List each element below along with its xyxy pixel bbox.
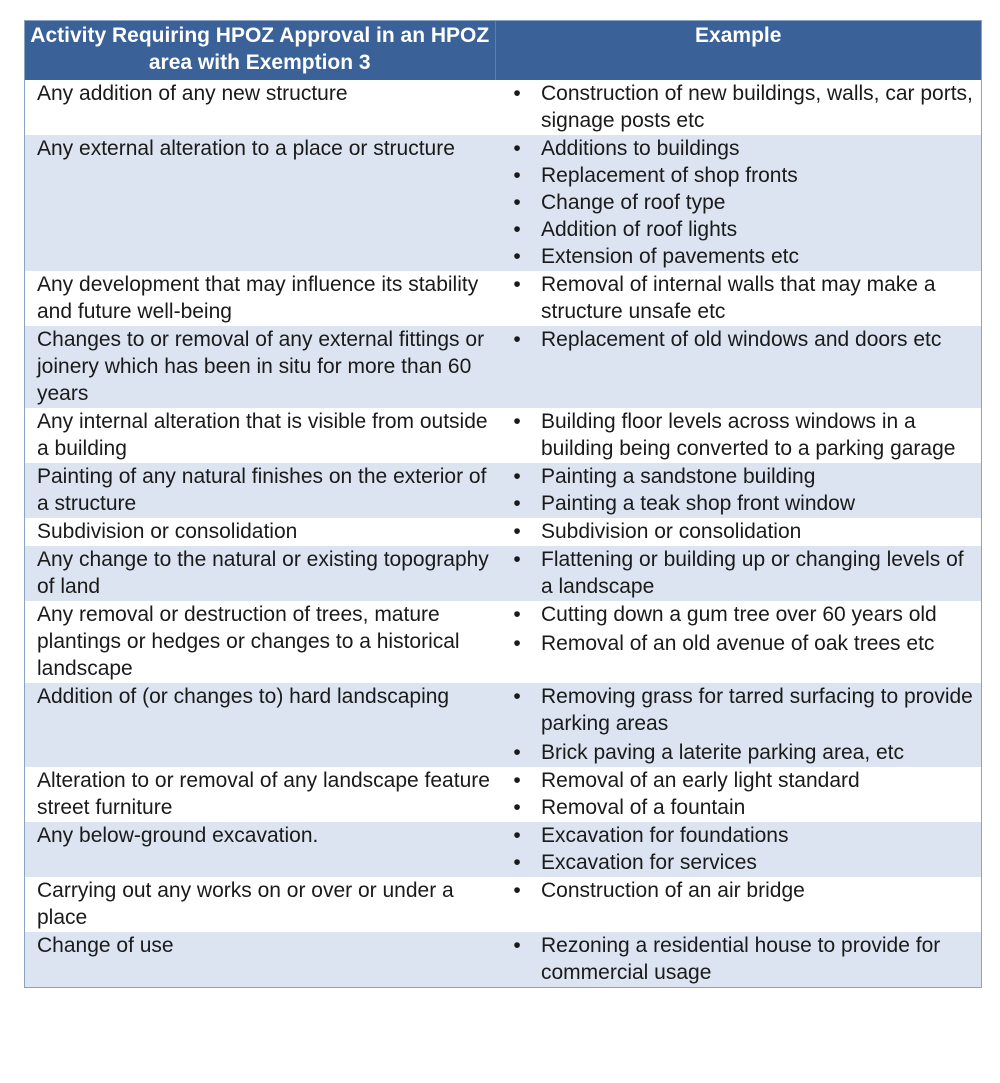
activity-cell: Subdivision or consolidation [25,518,495,546]
example-list [495,601,981,657]
example-text: Subdivision or consolidation [541,520,802,543]
example-text: Removal of an early light standard [541,769,860,792]
example-text: Additions to buildings [541,137,740,160]
activity-cell: Any development that may influence its stability and future well-being [25,271,495,326]
example-text: Painting a teak shop front window [541,492,856,515]
example-text: Construction of an air bridge [541,879,805,902]
activity-cell: Any internal alteration that is visible from outside a building [25,408,495,463]
example-item [495,135,981,162]
example-text: Removal of a fountain [541,796,746,819]
example-item [495,683,981,737]
example-list [495,932,981,986]
hpoz-table-container [24,20,982,988]
header-activity: Activity Requiring HPOZ Approval in an HPOZ area with Exemption 3 [25,21,495,80]
activity-cell: Any addition of any new structure [25,80,495,135]
table-row [25,326,981,408]
example-cell [495,932,981,987]
example-list [495,463,981,517]
activity-cell: Addition of (or changes to) hard landscaping [25,683,495,767]
bullet-icon: • [513,137,521,160]
example-text: Painting a sandstone building [541,465,816,488]
bullet-icon: • [513,164,521,187]
bullet-icon: • [513,603,521,626]
example-item [495,216,981,243]
example-cell [495,135,981,271]
table-body [25,80,981,987]
bullet-icon: • [513,492,521,515]
example-cell [495,408,981,463]
example-text: Construction of new buildings, walls, car ports, signage posts etc [541,82,973,132]
activity-cell: Painting of any natural finishes on the exterior of a structure [25,463,495,518]
activity-cell: Changes to or removal of any external fittings or joinery which has been in situ for more than 60 years [25,326,495,408]
example-cell [495,326,981,408]
example-cell [495,601,981,683]
activity-cell: Any external alteration to a place or structure [25,135,495,271]
example-item [495,271,981,325]
bullet-icon: • [513,769,521,792]
example-text: Removal of an old avenue of oak trees etc [541,632,935,655]
example-item [495,877,981,904]
example-cell [495,518,981,546]
bullet-icon: • [513,465,521,488]
example-text: Change of roof type [541,191,726,214]
example-text: Replacement of shop fronts [541,164,798,187]
example-text: Removal of internal walls that may make a structure unsafe etc [541,273,936,323]
activity-cell: Any below-ground excavation. [25,822,495,877]
table-row [25,408,981,463]
table-row [25,767,981,822]
bullet-icon: • [513,218,521,241]
example-text: Brick paving a laterite parking area, etc [541,741,905,764]
table-row [25,932,981,987]
bullet-icon: • [513,934,521,957]
table-row [25,601,981,683]
example-list [495,546,981,600]
example-text: Excavation for services [541,851,757,874]
table-row [25,822,981,877]
activity-cell: Alteration to or removal of any landscape feature street furniture [25,767,495,822]
hpoz-approval-table [25,21,981,987]
example-item [495,849,981,876]
bullet-icon: • [513,328,521,351]
example-item [495,243,981,270]
example-text: Extension of pavements etc [541,245,799,268]
table-row [25,135,981,271]
activity-cell: Carrying out any works on or over or under a place [25,877,495,932]
bullet-icon: • [513,824,521,847]
bullet-icon: • [513,548,521,571]
example-item [495,189,981,216]
bullet-icon: • [513,410,521,433]
bullet-icon: • [513,851,521,874]
bullet-icon: • [513,796,521,819]
example-list [495,822,981,876]
example-cell [495,767,981,822]
activity-cell: Any change to the natural or existing topography of land [25,546,495,601]
example-cell [495,546,981,601]
example-list [495,271,981,325]
example-text: Addition of roof lights [541,218,738,241]
bullet-icon: • [513,685,521,708]
table-row [25,463,981,518]
example-list [495,683,981,766]
table-row [25,683,981,767]
example-item [495,739,981,766]
table-row [25,80,981,135]
example-text: Excavation for foundations [541,824,789,847]
example-cell [495,80,981,135]
table-row [25,271,981,326]
example-item [495,601,981,628]
example-text: Replacement of old windows and doors etc [541,328,942,351]
header-row [25,21,981,80]
example-text: Flattening or building up or changing levels of a landscape [541,548,964,598]
example-list [495,518,981,545]
example-item [495,794,981,821]
example-cell [495,683,981,767]
example-item [495,408,981,462]
example-item [495,932,981,986]
bullet-icon: • [513,520,521,543]
example-item [495,326,981,353]
table-row [25,518,981,546]
example-item [495,463,981,490]
bullet-icon: • [513,273,521,296]
example-list [495,326,981,353]
example-cell [495,822,981,877]
example-item [495,546,981,600]
example-item [495,822,981,849]
example-list [495,408,981,462]
example-text: Removing grass for tarred surfacing to provide parking areas [541,685,973,735]
table-row [25,546,981,601]
bullet-icon: • [513,245,521,268]
table-row [25,877,981,932]
example-item [495,80,981,134]
example-text: Building floor levels across windows in a building being converted to a parking garage [541,410,956,460]
example-text: Cutting down a gum tree over 60 years old [541,603,937,626]
example-cell [495,463,981,518]
bullet-icon: • [513,82,521,105]
example-item [495,767,981,794]
example-list [495,767,981,821]
example-item [495,518,981,545]
example-item [495,630,981,657]
activity-cell: Change of use [25,932,495,987]
example-item [495,162,981,189]
example-cell [495,271,981,326]
header-example: Example [495,21,981,80]
activity-cell: Any removal or destruction of trees, mature plantings or hedges or changes to a historical landscape [25,601,495,683]
bullet-icon: • [513,879,521,902]
example-item [495,490,981,517]
example-list [495,877,981,904]
example-cell [495,877,981,932]
example-list [495,135,981,270]
example-list [495,80,981,134]
bullet-icon: • [513,741,521,764]
bullet-icon: • [513,191,521,214]
bullet-icon: • [513,632,521,655]
example-text: Rezoning a residential house to provide for commercial usage [541,934,941,984]
